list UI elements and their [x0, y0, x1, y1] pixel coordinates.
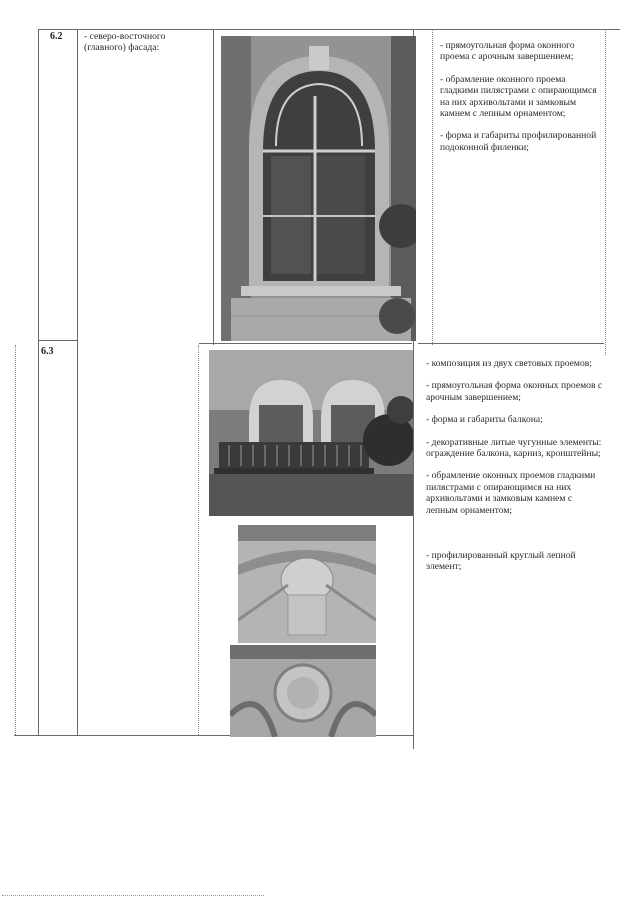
feature-item: - форма и габариты профилированной подоконной филенки;	[440, 130, 597, 153]
feature-item: - прямоугольная форма оконных проемов с арочным завершением;	[426, 380, 603, 403]
window-photo	[221, 36, 416, 341]
footer-divider	[2, 895, 264, 896]
row-63-items	[426, 358, 604, 573]
feature-item: - прямоугольная форма оконного проема с арочным завершением;	[440, 40, 575, 63]
round-ornament-photo	[230, 645, 376, 737]
row-number: 6.2	[50, 31, 63, 42]
feature-item: - обрамление оконных проемов гладкими пилястрами с опирающимся на них архивольтами и замковым камнем с лепным орнаментом;	[426, 470, 596, 516]
row-number: 6.3	[41, 346, 54, 357]
keystone-photo	[238, 525, 376, 643]
row-62-items	[440, 40, 600, 153]
feature-item: - композиция из двух световых проемов;	[426, 358, 592, 369]
feature-item: - обрамление оконного проема гладкими пилястрами с опирающимся на них архивольтами и замковым камнем с лепным орнаментом;	[440, 73, 597, 120]
row-subject: - северо-восточного (главного) фасада:	[84, 31, 166, 54]
feature-item: - форма и габариты балкона;	[426, 414, 543, 426]
balcony-photo	[209, 350, 413, 516]
feature-item: - профилированный круглый лепной элемент;	[426, 550, 576, 573]
feature-item: - декоративные литые чугунные элементы: ограждение балкона, карниз, кронштейны;	[426, 436, 602, 460]
